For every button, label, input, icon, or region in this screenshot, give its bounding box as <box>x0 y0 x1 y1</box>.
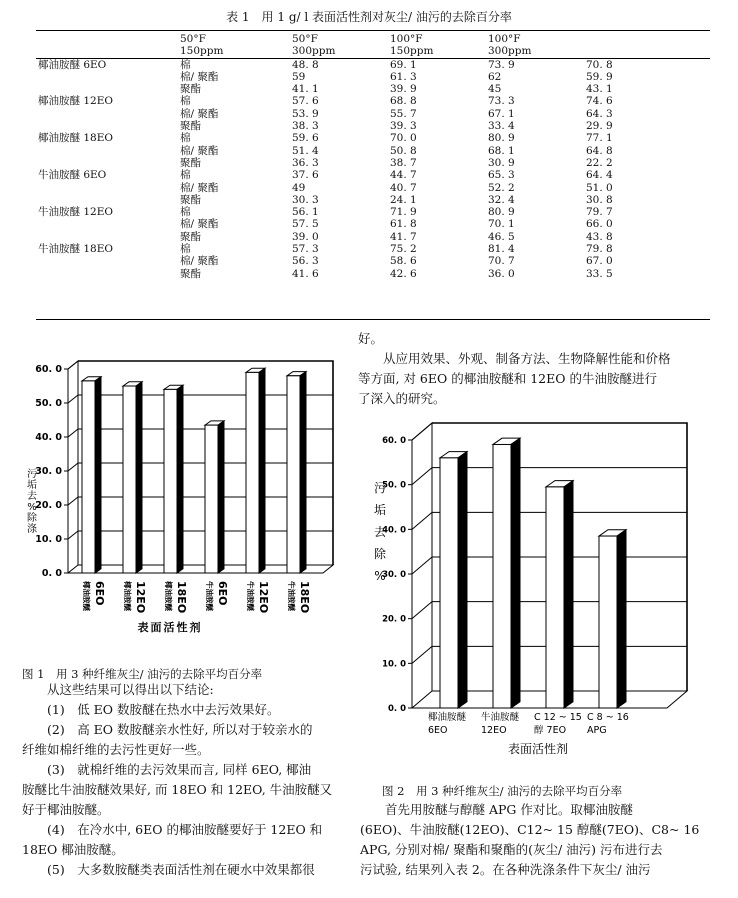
bar-side <box>617 530 626 708</box>
gridline-side <box>68 395 78 403</box>
y-axis-label-char: 垢 <box>373 503 387 517</box>
table-cell: 24. 1 <box>390 193 417 206</box>
x-category-label: 牛油胺醚 <box>481 712 520 723</box>
right-column-text-bottom <box>360 800 710 880</box>
table-row <box>36 218 710 230</box>
table-row <box>36 71 710 83</box>
x-category-label: APG <box>587 725 607 736</box>
table-row <box>36 108 710 120</box>
table-cell: 53. 9 <box>292 107 319 120</box>
gridline-side <box>68 531 78 539</box>
left-column-text <box>22 680 342 880</box>
table-cell: 43. 8 <box>586 230 613 243</box>
x-category-label: C 8 ~ 16 <box>587 712 629 723</box>
text-line: 污试验, 结果列入表 2。在各种洗涤条件下灰尘/ 油污 <box>360 862 651 877</box>
table-cell: 41. 7 <box>390 230 417 243</box>
table-row <box>36 132 710 144</box>
table-cell <box>36 255 180 267</box>
table-row <box>36 120 710 132</box>
table-cell: 30. 9 <box>488 156 515 169</box>
table-bottom-rule <box>36 319 710 320</box>
y-tick-label: 50. 0 <box>382 480 406 491</box>
table-cell: 80. 9 <box>488 206 515 219</box>
table-cell: 70. 1 <box>488 218 515 231</box>
gridline-side <box>412 557 432 574</box>
table-cell: 22. 2 <box>586 156 613 169</box>
table-cell: 棉 <box>180 243 191 256</box>
text-line: 纤维如棉纤维的去污性更好一些。 <box>22 742 210 757</box>
table-cell: 30. 8 <box>586 193 613 206</box>
y-tick-label: 0. 0 <box>41 568 62 579</box>
table-cell: 39. 9 <box>390 83 417 96</box>
text-line: (1) 低 EO 数胺醚在热水中去污效果好。 <box>47 702 280 717</box>
table-row <box>36 268 710 280</box>
table-cell: 棉/ 聚酯 <box>180 181 219 194</box>
y-axis-label-char: 涤 <box>27 524 37 535</box>
x-category-label: 椰油胺醚 <box>428 712 467 723</box>
y-axis-label-char: 垢 <box>27 480 37 491</box>
text-line: (2) 高 EO 数胺醚亲水性好, 所以对于较亲水的 <box>47 722 313 737</box>
bar <box>493 444 511 708</box>
y-tick-label: 10. 0 <box>382 659 406 670</box>
y-tick-label: 20. 0 <box>35 500 62 511</box>
table-cell: 36. 3 <box>292 156 319 169</box>
table-row <box>36 194 710 206</box>
bar-side <box>259 368 265 573</box>
x-category-label: 12EO <box>134 581 147 614</box>
table-header-cell: 300ppm <box>292 45 390 58</box>
table-caption: 表 1 用 1 g/ l 表面活性剂对灰尘/ 油污的去除百分率 <box>226 10 512 24</box>
right-column-text-top <box>358 329 713 409</box>
x-category-label: 6EO <box>216 581 229 606</box>
table-cell <box>36 83 180 95</box>
text-line: (5) 大多数胺醚类表面活性剂在硬水中效果都很 <box>47 862 315 877</box>
table-cell: 36. 0 <box>488 267 515 280</box>
table-cell: 33. 5 <box>586 267 613 280</box>
figure-2-caption: 图 2 用 3 种纤维灰尘/ 油污的去除平均百分率 <box>382 784 623 798</box>
x-category-label: 6EO <box>93 581 106 606</box>
bar <box>205 425 218 573</box>
gridline-side <box>68 429 78 437</box>
table-row <box>36 182 710 194</box>
table-cell: 51. 0 <box>586 181 613 194</box>
table-cell: 椰油胺醚 6EO <box>38 58 107 71</box>
y-tick-label: 60. 0 <box>35 364 62 375</box>
table-cell: 56. 1 <box>292 206 319 219</box>
table-cell: 45 <box>488 83 502 96</box>
y-tick-label: 10. 0 <box>35 534 62 545</box>
table-cell: 59. 6 <box>292 132 319 145</box>
table-header-cell: 100°F <box>488 33 521 45</box>
table-cell: 椰油胺醚 12EO <box>38 95 113 108</box>
table-cell: 51. 4 <box>292 144 319 157</box>
table-cell <box>36 194 180 206</box>
table-cell: 67. 0 <box>586 255 613 268</box>
y-tick-label: 40. 0 <box>35 432 62 443</box>
table-cell: 37. 6 <box>292 169 319 182</box>
bar-side <box>300 372 306 573</box>
table-cell: 64. 8 <box>586 144 613 157</box>
table-cell: 棉 <box>180 58 191 71</box>
y-axis-label-char: % <box>374 569 386 583</box>
table-row <box>36 157 710 169</box>
table-cell <box>36 120 180 132</box>
table-cell: 79. 8 <box>586 243 613 256</box>
x-category-label: 牛油胺醚 <box>287 581 296 611</box>
text-line: (4) 在冷水中, 6EO 的椰油胺醚要好于 12EO 和 <box>47 822 323 837</box>
text-line: 从这些结果可以得出以下结论: <box>47 682 214 697</box>
bar <box>123 386 136 573</box>
table-cell: 38. 7 <box>390 156 417 169</box>
table-cell: 73. 3 <box>488 95 515 108</box>
table-cell: 聚酯 <box>180 230 201 243</box>
gridline-side <box>412 646 432 663</box>
table-row <box>36 243 710 255</box>
table-cell: 80. 9 <box>488 132 515 145</box>
figure-2-chart <box>368 420 708 765</box>
table-header-row <box>36 45 710 58</box>
table-cell: 椰油胺醚 18EO <box>38 132 113 145</box>
table-cell: 57. 3 <box>292 243 319 256</box>
table-header-cell: 50°F <box>292 33 318 45</box>
table-cell <box>36 231 180 243</box>
y-axis-label-char: 去 <box>373 525 387 539</box>
table-cell: 81. 4 <box>488 243 515 256</box>
table-row <box>36 83 710 95</box>
y-tick-label: 30. 0 <box>35 466 62 477</box>
table-cell: 29. 9 <box>586 120 613 133</box>
text-line: 首先用胺醚与醇醚 APG 作对比。取椰油胺醚 <box>385 802 633 817</box>
table-cell: 70. 8 <box>586 58 613 71</box>
bar-side <box>564 481 573 708</box>
table-cell: 44. 7 <box>390 169 417 182</box>
text-line: 18EO 椰油胺醚。 <box>22 842 124 857</box>
x-category-label: 醇 7EO <box>534 725 567 736</box>
x-category-label: 椰油胺醚 <box>164 581 173 611</box>
table-cell: 43. 1 <box>586 83 613 96</box>
x-category-label: 18EO <box>175 581 188 614</box>
table-cell: 59. 9 <box>586 70 613 83</box>
table-cell: 牛油胺醚 12EO <box>38 206 113 219</box>
bar-side <box>458 452 467 708</box>
table-header-cell: 150ppm <box>390 45 488 58</box>
figure-1-chart <box>20 355 350 645</box>
table-header-cell <box>36 33 180 45</box>
table-cell: 75. 2 <box>390 243 417 256</box>
y-axis-label-char: 除 <box>373 547 387 561</box>
table-row <box>36 169 710 181</box>
table-row <box>36 206 710 218</box>
table-cell <box>36 108 180 120</box>
gridline-side <box>68 463 78 471</box>
table-cell <box>36 218 180 230</box>
table-cell: 棉/ 聚酯 <box>180 107 219 120</box>
table-cell: 棉/ 聚酯 <box>180 218 219 231</box>
table-row <box>36 95 710 107</box>
text-line: APG, 分别对棉/ 聚酯和聚酯的(灰尘/ 油污) 污布进行去 <box>360 842 663 857</box>
table-cell: 聚酯 <box>180 83 201 96</box>
table-cell: 棉/ 聚酯 <box>180 144 219 157</box>
x-category-label: C 12 ~ 15 <box>534 712 582 723</box>
table-cell: 69. 1 <box>390 58 417 71</box>
table-cell: 67. 1 <box>488 107 515 120</box>
table-cell <box>36 157 180 169</box>
table-cell: 41. 1 <box>292 83 319 96</box>
table-cell: 38. 3 <box>292 120 319 133</box>
table-cell: 70. 7 <box>488 255 515 268</box>
table-cell <box>36 145 180 157</box>
table-cell: 61. 8 <box>390 218 417 231</box>
table-cell: 49 <box>292 181 306 194</box>
bar <box>82 381 95 573</box>
table-cell: 棉 <box>180 132 191 145</box>
x-category-label: 牛油胺醚 <box>205 581 214 611</box>
table-cell: 39. 0 <box>292 230 319 243</box>
table-cell: 57. 6 <box>292 95 319 108</box>
table-cell: 聚酯 <box>180 120 201 133</box>
table-cell <box>36 268 180 280</box>
table-cell: 41. 6 <box>292 267 319 280</box>
x-category-label: 12EO <box>257 581 270 614</box>
table-cell: 70. 0 <box>390 132 417 145</box>
table-row <box>36 231 710 243</box>
table-cell: 聚酯 <box>180 193 201 206</box>
table-header-cell: 100°F <box>390 33 423 45</box>
table-cell: 62 <box>488 70 502 83</box>
y-axis-label-char: 去 <box>27 491 37 502</box>
bar <box>546 487 564 708</box>
table-cell: 牛油胺醚 6EO <box>38 169 107 182</box>
table-cell: 32. 4 <box>488 193 515 206</box>
gridline-side <box>412 423 432 440</box>
x-category-label: 18EO <box>298 581 311 614</box>
table-cell: 58. 6 <box>390 255 417 268</box>
text-line: 从应用效果、外观、制备方法、生物降解性能和价格 <box>383 351 671 366</box>
y-axis-label-char: 除 <box>27 513 37 524</box>
text-line: 了深入的研究。 <box>358 391 446 406</box>
table-cell <box>36 182 180 194</box>
table-cell: 棉/ 聚酯 <box>180 255 219 268</box>
x-category-label: 6EO <box>428 725 448 736</box>
table-cell: 棉 <box>180 206 191 219</box>
text-line: 好。 <box>358 331 384 346</box>
bar-side <box>95 377 101 573</box>
bar <box>164 389 177 573</box>
gridline-side <box>68 497 78 505</box>
y-tick-label: 0. 0 <box>387 704 406 714</box>
data-table <box>36 33 710 280</box>
bar <box>287 376 300 573</box>
table-row <box>36 145 710 157</box>
table-cell: 39. 3 <box>390 120 417 133</box>
table-cell: 棉/ 聚酯 <box>180 70 219 83</box>
bar <box>246 372 259 573</box>
table-row <box>36 58 710 71</box>
table-header-cell <box>586 45 710 58</box>
table-cell: 30. 3 <box>292 193 319 206</box>
table-cell: 牛油胺醚 18EO <box>38 243 113 256</box>
table-cell: 61. 3 <box>390 70 417 83</box>
table-cell: 77. 1 <box>586 132 613 145</box>
table-cell: 71. 9 <box>390 206 417 219</box>
table-cell: 棉 <box>180 169 191 182</box>
table-cell: 68. 1 <box>488 144 515 157</box>
table-cell: 聚酯 <box>180 156 201 169</box>
gridline-side <box>412 468 432 485</box>
figure-1-caption: 图 1 用 3 种纤维灰尘/ 油污的去除平均百分率 <box>22 667 263 681</box>
text-line: (6EO)、牛油胺醚(12EO)、C12~ 15 醇醚(7EO)、C8~ 16 <box>360 822 700 837</box>
table-cell: 聚酯 <box>180 267 201 280</box>
gridline-side <box>68 361 78 369</box>
bar-side <box>136 382 142 573</box>
x-axis-label: 表面活性剂 <box>137 621 203 634</box>
y-tick-label: 60. 0 <box>382 436 406 446</box>
y-axis-label-char: 污 <box>373 481 387 495</box>
x-category-label: 牛油胺醚 <box>246 581 255 611</box>
table-header-cell <box>36 45 180 58</box>
table-cell: 46. 5 <box>488 230 515 243</box>
table-header-cell: 150ppm <box>180 45 292 58</box>
table-cell: 73. 9 <box>488 58 515 71</box>
table-cell: 40. 7 <box>390 181 417 194</box>
table-cell: 52. 2 <box>488 181 515 194</box>
x-category-label: 椰油胺醚 <box>123 581 132 611</box>
bar-side <box>177 385 183 573</box>
x-category-label: 椰油胺醚 <box>82 581 91 611</box>
table-row <box>36 255 710 267</box>
x-category-label: 12EO <box>481 725 507 736</box>
y-tick-label: 40. 0 <box>382 525 406 536</box>
table-cell: 66. 0 <box>586 218 613 231</box>
table-cell: 56. 3 <box>292 255 319 268</box>
y-tick-label: 20. 0 <box>382 614 406 625</box>
table-header-row <box>36 33 710 45</box>
table-cell: 57. 5 <box>292 218 319 231</box>
table-cell: 68. 8 <box>390 95 417 108</box>
table-cell: 74. 6 <box>586 95 613 108</box>
y-axis-label-char: 污 <box>27 469 37 480</box>
table-cell: 64. 4 <box>586 169 613 182</box>
text-line: 胺醚比牛油胺醚效果好, 而 18EO 和 12EO, 牛油胺醚又 <box>22 782 333 797</box>
table-cell: 79. 7 <box>586 206 613 219</box>
table-cell: 48. 8 <box>292 58 319 71</box>
table-cell: 65. 3 <box>488 169 515 182</box>
y-tick-label: 50. 0 <box>35 398 62 409</box>
gridline-side <box>412 602 432 619</box>
table-cell: 55. 7 <box>390 107 417 120</box>
y-axis-label-char: % <box>27 502 37 513</box>
table-cell: 棉 <box>180 95 191 108</box>
text-line: 等方面, 对 6EO 的椰油胺醚和 12EO 的牛油胺醚进行 <box>358 371 657 386</box>
bar-side <box>511 438 520 708</box>
table-cell: 42. 6 <box>390 267 417 280</box>
table-header-cell: 50°F <box>180 33 206 45</box>
text-line: 好于椰油胺醚。 <box>22 802 110 817</box>
table-cell: 59 <box>292 70 306 83</box>
table-header-cell: 300ppm <box>488 45 586 58</box>
bar <box>599 536 617 708</box>
gridline-side <box>412 512 432 529</box>
table-cell: 50. 8 <box>390 144 417 157</box>
table-cell <box>36 71 180 83</box>
text-line: (3) 就棉纤维的去污效果而言, 同样 6EO, 椰油 <box>47 762 312 777</box>
bar-side <box>218 421 224 573</box>
bar <box>440 458 458 708</box>
y-tick-label: 30. 0 <box>382 570 406 580</box>
table-top-rule <box>36 30 710 31</box>
table-cell: 64. 3 <box>586 107 613 120</box>
x-axis-label: 表面活性剂 <box>507 742 569 756</box>
table-cell: 33. 4 <box>488 120 515 133</box>
table-header-cell <box>586 33 710 45</box>
